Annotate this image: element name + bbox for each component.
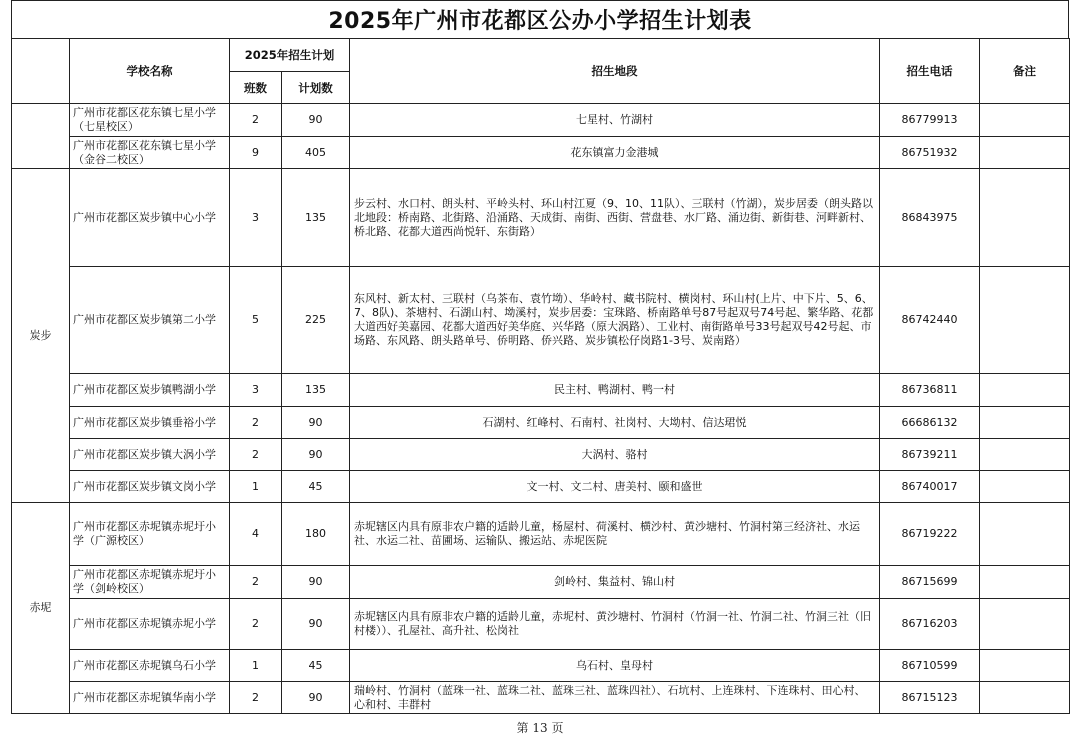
class-count: 2 bbox=[230, 566, 282, 599]
page-number: 第 13 页 bbox=[516, 721, 564, 735]
school-name: 广州市花都区赤坭镇华南小学 bbox=[70, 682, 230, 714]
table-row bbox=[12, 169, 1070, 267]
school-name: 广州市花都区赤坭镇赤坭圩小学（剑岭校区） bbox=[70, 566, 230, 599]
school-name: 广州市花都区炭步镇文岗小学 bbox=[70, 471, 230, 503]
class-count: 1 bbox=[230, 650, 282, 682]
school-name: 广州市花都区赤坭镇乌石小学 bbox=[70, 650, 230, 682]
class-count: 1 bbox=[230, 471, 282, 503]
phone-number: 86719222 bbox=[880, 503, 980, 566]
class-count: 2 bbox=[230, 439, 282, 471]
note-cell bbox=[980, 566, 1070, 599]
quota-count: 90 bbox=[282, 439, 350, 471]
quota-count: 45 bbox=[282, 650, 350, 682]
table-row bbox=[12, 650, 1070, 682]
header-plan-group: 2025年招生计划 bbox=[230, 39, 350, 72]
phone-number: 86742440 bbox=[880, 267, 980, 374]
class-count: 2 bbox=[230, 104, 282, 137]
enrollment-area: 乌石村、皇母村 bbox=[350, 650, 880, 682]
region-tanbu: 炭步 bbox=[12, 169, 70, 503]
quota-count: 90 bbox=[282, 407, 350, 439]
class-count: 5 bbox=[230, 267, 282, 374]
class-count: 9 bbox=[230, 137, 282, 169]
quota-count: 90 bbox=[282, 566, 350, 599]
school-name: 广州市花都区花东镇七星小学（七星校区） bbox=[70, 104, 230, 137]
table-row bbox=[12, 566, 1070, 599]
header-phone: 招生电话 bbox=[880, 39, 980, 104]
table-row bbox=[12, 407, 1070, 439]
quota-count: 45 bbox=[282, 471, 350, 503]
class-count: 2 bbox=[230, 682, 282, 714]
enrollment-area: 东风村、新太村、三联村（乌茶布、袁竹坳）、华岭村、藏书院村、横岗村、环山村(上片、中下片、5、6、7、8队)、茶塘村、石湖山村、坳溪村，炭步居委：宝珠路、桥南路单号87号起双号74号起、繁华路、花都大道西好美嘉园、花都大道西好美华庭、兴华路（原大涡路）、工业村、南街路单号33号起双号42号起、市场路、东风路、朗头路单号、侨明路、侨兴路、炭步镇松仔岗路1-3号、炭南路） bbox=[350, 267, 880, 374]
school-name: 广州市花都区炭步镇大涡小学 bbox=[70, 439, 230, 471]
enrollment-area: 花东镇富力金港城 bbox=[350, 137, 880, 169]
table-row bbox=[12, 599, 1070, 650]
header-area: 招生地段 bbox=[350, 39, 880, 104]
phone-number: 86779913 bbox=[880, 104, 980, 137]
table-row bbox=[12, 267, 1070, 374]
enrollment-area: 七星村、竹湖村 bbox=[350, 104, 880, 137]
phone-number: 86716203 bbox=[880, 599, 980, 650]
phone-number: 86715123 bbox=[880, 682, 980, 714]
enrollment-area: 步云村、水口村、朗头村、平岭头村、环山村江夏（9、10、11队）、三联村（竹湖），炭步居委（朗头路以北地段：桥南路、北街路、沿涌路、天成街、南街、西街、营盘巷、水厂路、涌边街、新街巷、河畔新村、桥北路、花都大道西尚悦轩、东街路） bbox=[350, 169, 880, 267]
phone-number: 86843975 bbox=[880, 169, 980, 267]
note-cell bbox=[980, 137, 1070, 169]
quota-count: 90 bbox=[282, 599, 350, 650]
school-name: 广州市花都区炭步镇鸭湖小学 bbox=[70, 374, 230, 407]
school-name: 广州市花都区赤坭镇赤坭圩小学（广源校区） bbox=[70, 503, 230, 566]
table-row bbox=[12, 682, 1070, 714]
table-row bbox=[12, 374, 1070, 407]
note-cell bbox=[980, 599, 1070, 650]
header-region bbox=[12, 39, 70, 104]
note-cell bbox=[980, 407, 1070, 439]
header-school-name: 学校名称 bbox=[70, 39, 230, 104]
school-name: 广州市花都区炭步镇垂裕小学 bbox=[70, 407, 230, 439]
note-cell bbox=[980, 471, 1070, 503]
enrollment-area: 文一村、文二村、唐美村、颐和盛世 bbox=[350, 471, 880, 503]
table-row bbox=[12, 471, 1070, 503]
quota-count: 405 bbox=[282, 137, 350, 169]
phone-number: 86710599 bbox=[880, 650, 980, 682]
note-cell bbox=[980, 503, 1070, 566]
note-cell bbox=[980, 169, 1070, 267]
phone-number: 86715699 bbox=[880, 566, 980, 599]
school-name: 广州市花都区炭步镇中心小学 bbox=[70, 169, 230, 267]
enrollment-area: 赤坭辖区内具有原非农户籍的适龄儿童，赤坭村、黄沙塘村、竹洞村（竹洞一社、竹洞二社、竹洞三社（旧村楼））、孔屋社、高升社、松岗社 bbox=[350, 599, 880, 650]
enrollment-area: 瑞岭村、竹洞村（蓝珠一社、蓝珠二社、蓝珠三社、蓝珠四社）、石坑村、上连珠村、下连珠村、田心村、心和村、丰群村 bbox=[350, 682, 880, 714]
enrollment-area: 赤坭辖区内具有原非农户籍的适龄儿童，杨屋村、荷溪村、横沙村、黄沙塘村、竹洞村第三经济社、水运社、水运二社、苗圃场、运输队、搬运站、赤坭医院 bbox=[350, 503, 880, 566]
quota-count: 225 bbox=[282, 267, 350, 374]
table-row bbox=[12, 503, 1070, 566]
table-row bbox=[12, 104, 1070, 137]
table-row bbox=[12, 439, 1070, 471]
note-cell bbox=[980, 374, 1070, 407]
region-cell-empty bbox=[12, 104, 70, 169]
phone-number: 86740017 bbox=[880, 471, 980, 503]
note-cell bbox=[980, 650, 1070, 682]
phone-number: 66686132 bbox=[880, 407, 980, 439]
phone-number: 86736811 bbox=[880, 374, 980, 407]
school-name: 广州市花都区炭步镇第二小学 bbox=[70, 267, 230, 374]
class-count: 2 bbox=[230, 599, 282, 650]
enrollment-area: 石湖村、红峰村、石南村、社岗村、大坳村、信达珺悦 bbox=[350, 407, 880, 439]
note-cell bbox=[980, 439, 1070, 471]
header-classes: 班数 bbox=[230, 72, 282, 104]
enrollment-area: 民主村、鸭湖村、鸭一村 bbox=[350, 374, 880, 407]
header-notes: 备注 bbox=[980, 39, 1070, 104]
class-count: 4 bbox=[230, 503, 282, 566]
phone-number: 86739211 bbox=[880, 439, 980, 471]
school-name: 广州市花都区赤坭镇赤坭小学 bbox=[70, 599, 230, 650]
note-cell bbox=[980, 267, 1070, 374]
note-cell bbox=[980, 104, 1070, 137]
enrollment-table bbox=[11, 38, 1070, 714]
quota-count: 135 bbox=[282, 169, 350, 267]
quota-count: 90 bbox=[282, 104, 350, 137]
header-quota: 计划数 bbox=[282, 72, 350, 104]
page-title: 2025年广州市花都区公办小学招生计划表 bbox=[11, 0, 1069, 38]
school-name: 广州市花都区花东镇七星小学（金谷二校区） bbox=[70, 137, 230, 169]
quota-count: 90 bbox=[282, 682, 350, 714]
enrollment-area: 大涡村、骆村 bbox=[350, 439, 880, 471]
class-count: 3 bbox=[230, 169, 282, 267]
table-row bbox=[12, 137, 1070, 169]
quota-count: 135 bbox=[282, 374, 350, 407]
quota-count: 180 bbox=[282, 503, 350, 566]
class-count: 3 bbox=[230, 374, 282, 407]
note-cell bbox=[980, 682, 1070, 714]
region-chini: 赤坭 bbox=[12, 503, 70, 714]
enrollment-area: 剑岭村、集益村、锦山村 bbox=[350, 566, 880, 599]
class-count: 2 bbox=[230, 407, 282, 439]
phone-number: 86751932 bbox=[880, 137, 980, 169]
